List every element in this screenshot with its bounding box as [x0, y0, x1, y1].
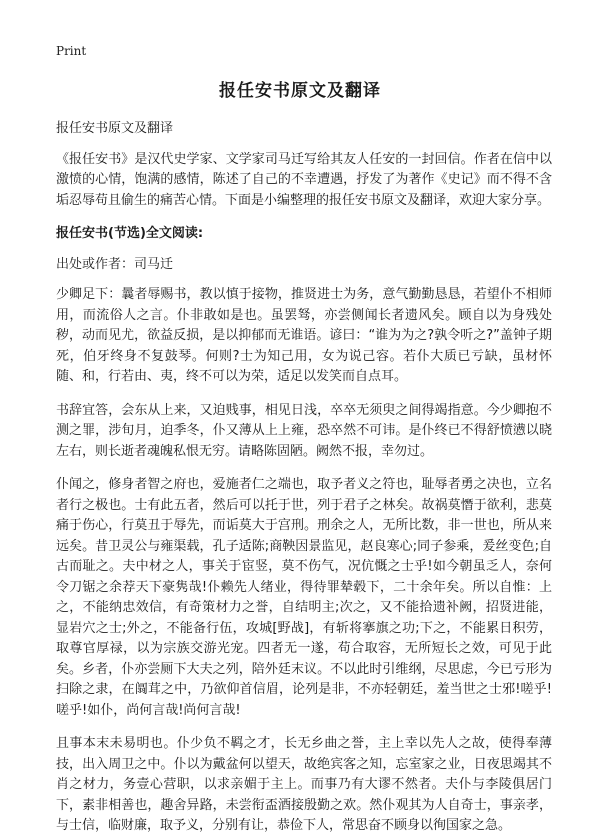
- article-subtitle: 报任安书原文及翻译: [56, 121, 174, 136]
- text-paragraph-3: 仆闻之，修身者智之府也，爱施者仁之端也，取予者义之符也，耻辱者勇之决也，立名者行之极也。士有此五者，然后可以托于世，列于君子之林矣。故祸莫憯于欲利，悲莫痛于伤心，行莫丑于辱先，而诟莫大于宫刑。刑余之人，无所比数，非一世也，所从来远矣。昔卫灵公与雍渠载，孔子适陈;商鞅因景监见，赵良寒心;同子参乘，爰丝变色;自古而耻之。夫中材之人，事关于宦竖，莫不伤气，况伉慨之士乎!如今朝虽乏人，奈何令刀锯之余荐天下豪隽哉!仆赖先人绪业，得待罪辇毂下，二十余年矣。所以自惟：上之，不能纳忠效信，有奇策材力之誉，自结明主;次之，又不能拾遗补阙，招贤进能，显岩穴之士;外之，不能备行伍，攻城[野战]，有斩将搴旗之功;下之，不能累日积劳，取尊官厚禄，以为宗族交游光宠。四者无一遂，苟合取容，无所短长之效，可见于此矣。乡者，仆亦尝厕下大夫之列，陪外廷末议。不以此时引维纲，尽思虑，今已亏形为扫除之隶，在阘茸之中，乃欲仰首信眉，论列是非，不亦轻朝廷，羞当世之士邪!嗟乎!嗟乎!如仆，尚何言哉!尚何言哉!: [56, 477, 552, 718]
- article-body: [56, 119, 552, 833]
- text-paragraph-1: 少卿足下：曩者辱赐书，教以慎于接物，推贤进士为务，意气勤勤恳恳，若望仆不相师用，而流俗人之言。仆非敢如是也。虽罢驽，亦尝侧闻长者遗风矣。顾自以为身残处秽，动而见尤，欲益反损，是以抑郁而无谁语。谚曰：“谁为为之?孰令听之?”盖钟子期死，伯牙终身不复鼓琴。何则?士为知己用，女为说己容。若仆大质已亏缺，虽材怀随、和，行若由、夷，终不可以为荣，适足以发笑而自点耳。: [56, 287, 552, 384]
- source-line: 出处或作者：司马迁: [56, 256, 174, 272]
- page-title: 报任安书原文及翻译: [219, 81, 381, 101]
- text-paragraph-4: 且事本末未易明也。仆少负不羁之才，长无乡曲之誉，主上幸以先人之故，使得奉薄技，出入周卫之中。仆以为戴盆何以望天，故绝宾客之知，忘室家之业，日夜思竭其不肖之材力，务壹心营职，以求亲媚于主上。而事乃有大谬不然者。夫仆与李陵俱居门下，素非相善也，趣舍异路，未尝衔盃酒接殷勤之欢。然仆观其为人自奇士，事亲孝，与士信，临财廉，取予义，分别有让，恭俭下人，常思奋不顾身以徇国家之急。: [56, 736, 552, 833]
- section-heading: 报任安书(节选)全文阅读:: [56, 226, 204, 241]
- intro-paragraph: 《报任安书》是汉代史学家、文学家司马迁写给其友人任安的一封回信。作者在信中以激愤的心情，饱满的感情，陈述了自己的不幸遭遇，抒发了为著作《史记》而不得不含垢忍辱苟且偷生的痛苦心情。下面是小编整理的报任安书原文及翻译，欢迎大家分享。: [56, 151, 552, 208]
- print-link[interactable]: Print: [56, 44, 87, 58]
- text-paragraph-2: 书辞宜答，会东从上来，又迫贱事，相见日浅，卒卒无须臾之间得竭指意。今少卿抱不测之罪，涉旬月，迫季冬，仆又薄从上上雍，恐卒然不可讳。是仆终已不得舒愤懑以晓左右，则长逝者魂魄私恨无穷。请略陈固陋。阙然不报，幸勿过。: [56, 402, 552, 459]
